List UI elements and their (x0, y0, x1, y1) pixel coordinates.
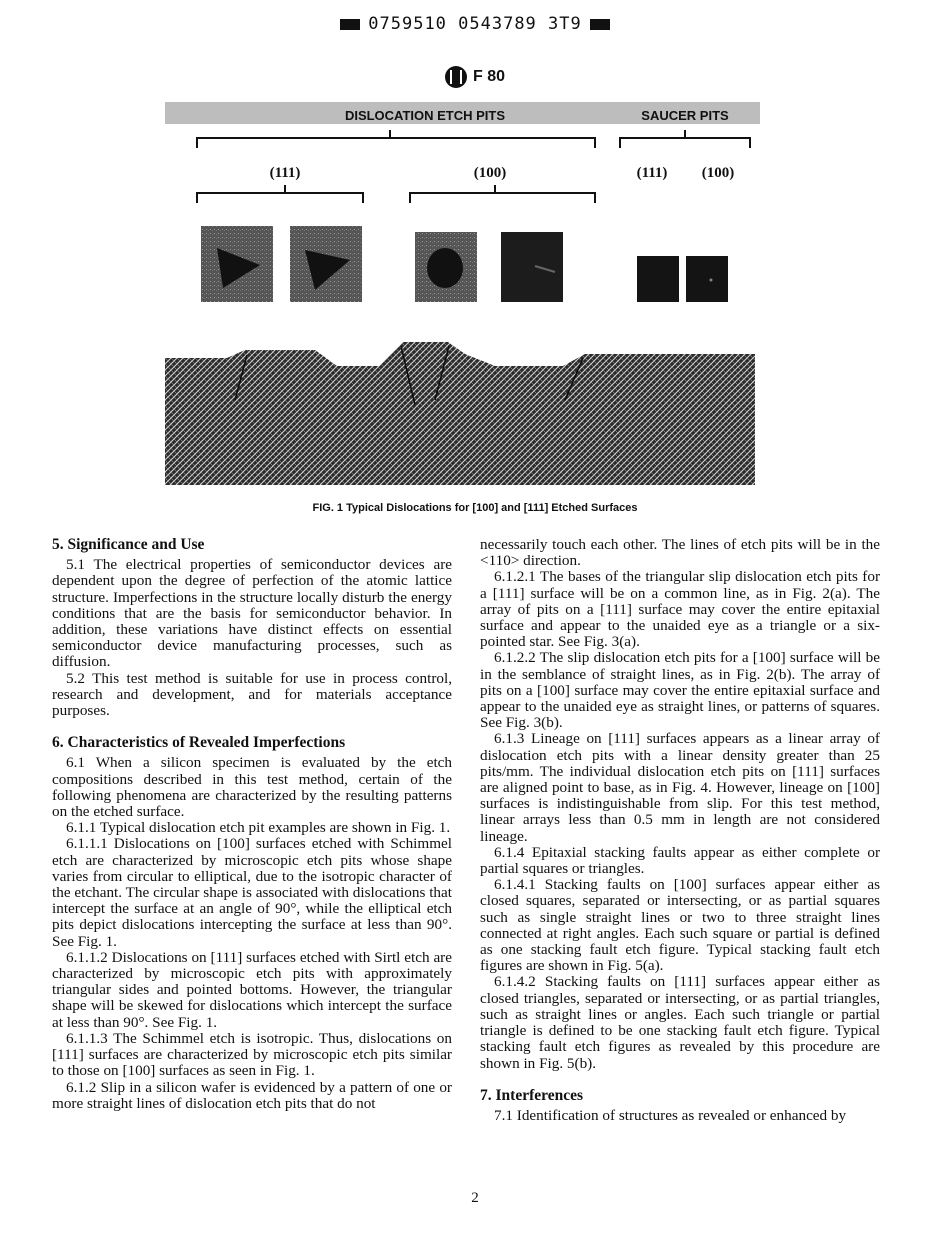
paragraph-6-1-2-2: 6.1.2.2 The slip dislocation etch pits for a [100] surface will be in the semblance of straight lines, as in Fig. 2(b). The array of pits on a [100] surface may cover the entire epitaxial surface and appear to the unaided eye as straight lines, or patterns of squares. See Fig. 3(b). (480, 649, 880, 732)
label-dislocation-etch-pits: DISLOCATION ETCH PITS (344, 108, 506, 123)
paragraph-6-1-2: 6.1.2 Slip in a silicon wafer is evidenced by a pattern of one or more straight lines of dislocation etch pits that do not (52, 1078, 452, 1112)
label-111-left: (111) (269, 165, 301, 181)
astm-logo-icon (445, 66, 467, 88)
paragraph-7-1: 7.1 Identification of structures as revealed or enhanced by (494, 1106, 847, 1124)
standard-number: F 80 (472, 68, 505, 86)
label-100-saucer: (100) (701, 165, 735, 181)
right-column (480, 537, 880, 1124)
paragraph-6-1-4-1: 6.1.4.1 Stacking faults on [100] surfaces appear either as closed squares, separated or intersecting, or as partial squares such as single straight lines or two to three straight lines connected at right angles. Each such square or partial is defined as one stacking fault etch figure. Typical stacking fault etch figures are shown in Fig. 5(a). (480, 876, 880, 975)
micrograph-saucer-111 (637, 256, 679, 302)
paragraph-6-1-4-2: 6.1.4.2 Stacking faults on [111] surfaces appear either as closed triangles, separated or intersecting, or as partial triangles, such as straight lines or angles. Each such triangle or partial triangle is defined to be one stacking fault etch figure. Typical stacking fault etch figures as revealed by this procedure are shown in Fig. 5(b). (480, 973, 880, 1072)
label-saucer-pits: SAUCER PITS (641, 108, 729, 123)
section-heading-7: 7. Interferences (480, 1086, 584, 1104)
section-heading-5: 5. Significance and Use (52, 536, 205, 553)
header-bar-left (340, 19, 360, 30)
paragraph-6-1-1-1: 6.1.1.1 Dislocations on [100] surfaces etched with Schimmel etch are characterized by microscopic etch pits whose shape varies from circular to elliptical, due to the isotropic character of the etchant. The circular shape is associated with dislocations that intercept the surface at an angle of 90°, while the elliptical etch pits depict dislocations intercepting the surface at less than 90°. See Fig. 1. (52, 835, 452, 950)
label-100-center: (100) (473, 165, 507, 181)
paragraph-6-1-1-2: 6.1.1.2 Dislocations on [111] surfaces etched with Sirtl etch are characterized by microscopic etch pits with approximately triangular sides and pointed bottoms. However, the triangular shape will be skewed for dislocations which intercept the surface at less than 90°. See Fig. 1. (52, 948, 452, 1031)
paragraph-6-1-3: 6.1.3 Lineage on [111] surfaces appears as a linear array of dislocation etch pits with a linear density greater than 25 pits/mm. The individual dislocation etch pits on [111] surfaces are aligned point to base, as in Fig. 4. However, lineage on [100] surfaces is indistinguishable from slip. For this test method, linear arrays less than 0.5 mm in length are not considered lineage. (480, 730, 880, 845)
section-heading-6: 6. Characteristics of Revealed Imperfections (52, 734, 346, 752)
paragraph-6-1: 6.1 When a silicon specimen is evaluated by the etch compositions described in this test method, certain of the following phenomena are characterized by the resulting patterns on the etched surface. (52, 754, 452, 821)
paragraph-6-1-1-3: 6.1.1.3 The Schimmel etch is isotropic. Thus, dislocations on [111] surfaces are characterized by microscopic etch pits similar to those on [100] surfaces as seen in Fig. 1. (52, 1029, 452, 1080)
document-code: 0759510 0543789 3T9 (368, 14, 582, 34)
figure-caption: FIG. 1 Typical Dislocations for [100] and [111] Etched Surfaces (312, 502, 638, 514)
cross-section-diagram (165, 342, 755, 485)
paragraph-6-1-2-1: 6.1.2.1 The bases of the triangular slip dislocation etch pits for a [111] surface will be on a common line, as in Fig. 2(a). The array of pits on a [111] surface may cover the entire epitaxial surface and appear to the unaided eye as a triangle or a six-pointed star. See Fig. 3(a). (480, 568, 880, 651)
left-column (52, 537, 452, 1112)
paragraph-6-1-2-continued: necessarily touch each other. The lines of etch pits will be in the <110> direction. (480, 536, 880, 570)
paragraph-6-1-1: 6.1.1 Typical dislocation etch pit examples are shown in Fig. 1. (66, 819, 451, 837)
standard-designation (0, 66, 950, 88)
page-number: 2 (471, 1190, 479, 1206)
header-bar-right (590, 19, 610, 30)
document-code-header (0, 14, 950, 34)
paragraph-5-1: 5.1 The electrical properties of semiconductor devices are dependent upon the degree of perfection of the atomic lattice structure. Imperfections in the structure locally disturb the energy conditions that are the basis for semiconductor behavior. In addition, these variations have distinct effects on essential semiconductor device manufacturing processes, such as diffusion. (52, 556, 452, 671)
etch-pit-micrographs (201, 226, 728, 302)
figure-1-illustration (165, 100, 765, 500)
paragraph-6-1-4: 6.1.4 Epitaxial stacking faults appear as either complete or partial squares or triangles. (480, 843, 880, 878)
label-111-saucer: (111) (636, 165, 668, 181)
micrograph-100-b (501, 232, 563, 302)
paragraph-5-2: 5.2 This test method is suitable for use in process control, research and development, and for materials acceptance purposes. (52, 669, 452, 720)
micrograph-saucer-100 (686, 256, 728, 302)
